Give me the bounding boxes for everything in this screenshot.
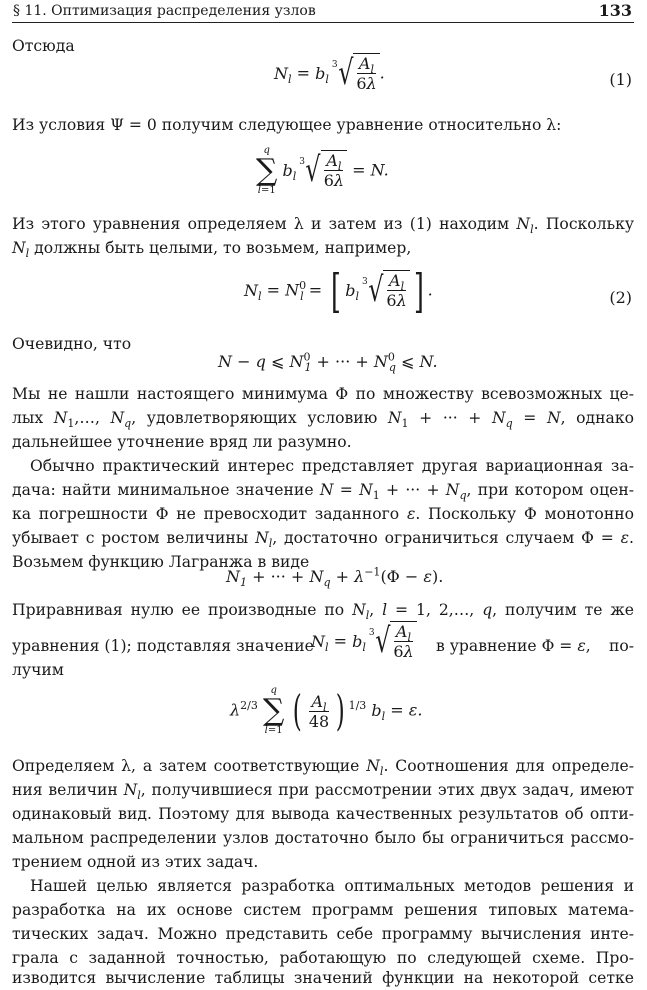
running-header bbox=[12, 1, 634, 23]
text-line: одинаковый вид. Поэтому для вывода качественных результатов об опти- bbox=[12, 805, 634, 823]
text-line: Нашей целью является разработка оптимальных методов решения и bbox=[30, 877, 634, 895]
text-line: Отсюда bbox=[12, 37, 75, 55]
lambda-equation: $\lambda^{2/3}$ q ∑ l=1 ( $\frac{A_l}{48}$ ) $^{1/3}$ $b_l = \varepsilon$. bbox=[230, 685, 423, 736]
text-line: Из условия Ψ = 0 получим следующее уравнение относительно λ: bbox=[12, 116, 562, 134]
equation-2: $N_l = N^0_l$ = [ $b_l$ 3 √ $\frac{A_l}{6\lambda}$ ] . bbox=[244, 264, 433, 318]
equation-number-1: (1) bbox=[609, 70, 632, 89]
text-line: тических задач. Можно представить себе программу вычисления инте- bbox=[12, 925, 634, 943]
text-line: Определяем λ, а затем соответствующие $N_l$. Соотношения для определе- bbox=[12, 757, 634, 779]
text-line: разработка на их основе систем программ решения типовых матема- bbox=[12, 901, 634, 919]
text-line: $N_l$ должны быть целыми, то возьмем, например, bbox=[12, 239, 412, 261]
sum-equation: q ∑ l=1 $b_l$ 3 √ $\frac{A_l}{6\lambda}$ = N. bbox=[256, 145, 389, 196]
inequality: N − q ⩽ $N^0_1$ + ··· + $N^0_q$ ⩽ N. bbox=[218, 350, 438, 375]
text-line: дальнейшее уточнение вряд ли разумно. bbox=[12, 433, 352, 451]
book-page bbox=[12, 0, 634, 990]
lagrange-function: $N_1$ + ··· + $N_q + \lambda^{-1}(\Phi - \varepsilon)$. bbox=[226, 565, 444, 590]
text-line: изводится вычисление таблицы значений функции на некоторой сетке bbox=[12, 969, 634, 987]
text-line: лучим bbox=[12, 661, 64, 679]
equation-1: $N_l = b_l$ 3 √ $\frac{A_l}{6\lambda}$ . bbox=[274, 53, 385, 93]
text-line: Возьмем функцию Лагранжа в виде bbox=[12, 553, 310, 571]
text-line: Приравнивая нулю ее производные по $N_l$, l = 1, 2,…, q, получим те же bbox=[12, 601, 634, 623]
text-line: грала с заданной точностью, работающую по следующей схеме. Про- bbox=[12, 949, 634, 967]
header-title: § 11. Оптимизация распределения узлов bbox=[13, 3, 316, 19]
text-line: ния величин $N_l$, получившиеся при рассмотрении этих двух задач, имеют bbox=[12, 781, 634, 803]
text-line: трением одной из этих задач. bbox=[12, 853, 259, 871]
text-line: Из этого уравнения определяем λ и затем из (1) находим $N_l$. Поскольку bbox=[12, 215, 634, 237]
text-line: Обычно практический интерес представляет другая вариационная за- bbox=[30, 457, 634, 475]
text-line: уравнения (1); подставляя значение $N_l = b_l$ 3 √ $\frac{A_l}{6\lambda}$ в уравнение Φ = ε, по- bbox=[12, 621, 634, 661]
text-line: убывает с ростом величины $N_l$, достаточно ограничиться случаем Φ = ε. bbox=[12, 529, 634, 551]
text-line: Очевидно, что bbox=[12, 335, 132, 353]
text-line: Мы не нашли настоящего минимума Φ по множеству всевозможных це- bbox=[12, 385, 634, 403]
text-line: дача: найти минимальное значение $N = N_1$ + ··· + $N_q$, при котором оцен- bbox=[12, 481, 634, 503]
equation-number-2: (2) bbox=[609, 288, 632, 307]
inline-equation: $N_l = b_l$ 3 √ $\frac{A_l}{6\lambda}$ bbox=[311, 622, 417, 662]
page-number: 133 bbox=[598, 1, 632, 20]
text-line: ка погрешности Φ не превосходит заданного ε. Поскольку Φ монотонно bbox=[12, 505, 634, 523]
text-line: лых $N_1,\dots$, $N_q$, удовлетворяющих условию $N_1$ + ··· + $N_q = N$, однако bbox=[12, 409, 634, 431]
text-line: мальном распределении узлов достаточно было бы ограничиться рассмо- bbox=[12, 829, 634, 847]
